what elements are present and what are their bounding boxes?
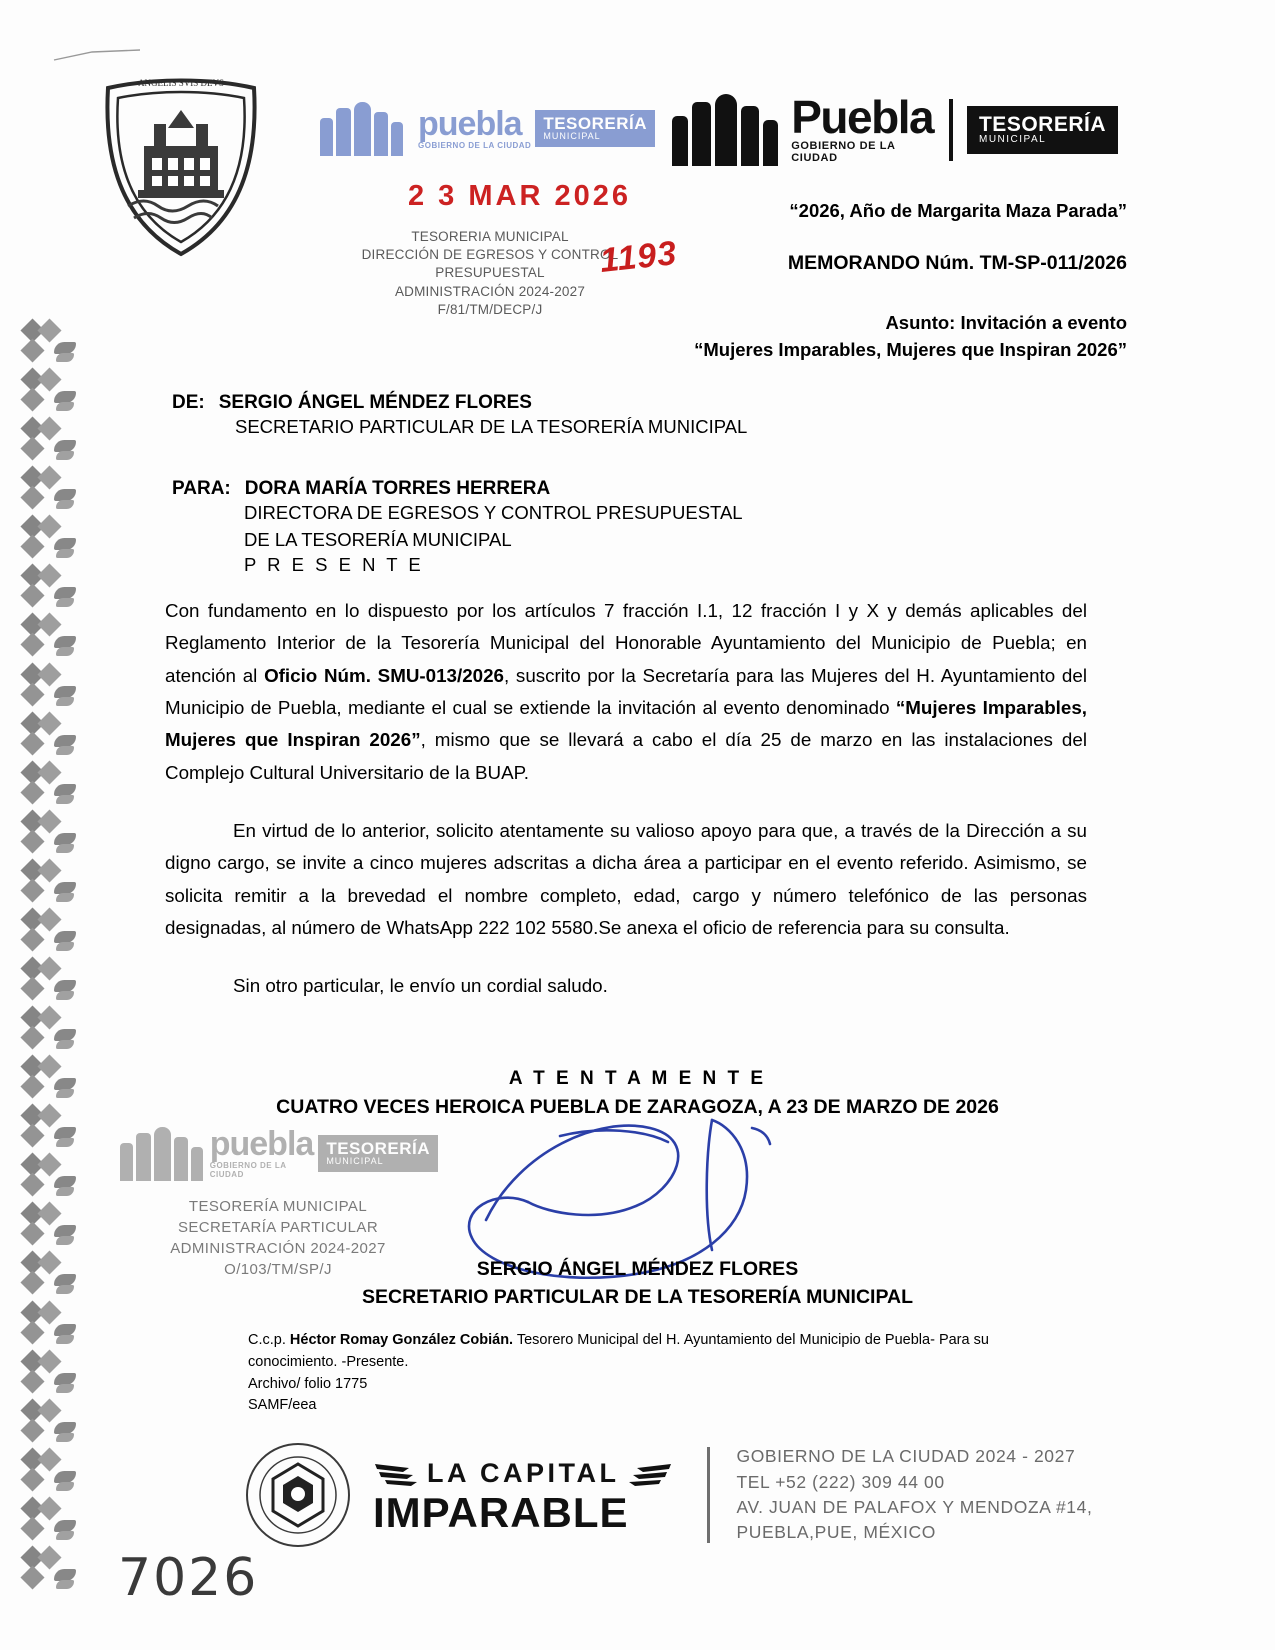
border-motif	[20, 664, 76, 707]
puebla-coat-of-arms-icon	[92, 72, 270, 262]
handwritten-folio-number: 1193	[598, 234, 679, 280]
la-capital-text: LA CAPITAL	[427, 1457, 620, 1488]
from-label: DE:	[172, 392, 205, 413]
tesoreria-chip-sub: MUNICIPAL	[543, 130, 601, 141]
reception-date-stamp: 2 3 MAR 2026	[408, 180, 631, 212]
puebla-wordmark: puebla	[418, 104, 522, 143]
footer-contact-info	[736, 1444, 1092, 1546]
imparable-text: IMPARABLE	[373, 1489, 629, 1536]
ccp-rest: Tesorero Municipal del H. Ayuntamiento del Municipio de Puebla- Para su conocimiento. -Presente.	[248, 1332, 989, 1370]
city-date-line: CUATRO VECES HEROICA PUEBLA DE ZARAGOZA, A 23 DE MARZO DE 2026	[276, 1096, 999, 1118]
ccp-initials: SAMF/eea	[248, 1397, 317, 1414]
stamp-line-5: F/81/TM/DECP/J	[437, 301, 543, 317]
body-paragraph-1	[165, 595, 1087, 789]
stamp-line-2: DIRECCIÓN DE EGRESOS Y CONTROL	[361, 247, 619, 263]
body-p1-bold-oficio: Oficio Núm. SMU-013/2026	[264, 664, 504, 686]
border-motif	[20, 1203, 76, 1246]
body-paragraph-3: Sin otro particular, le envío un cordial saludo.	[233, 975, 608, 997]
tesoreria-chip-large	[967, 106, 1118, 154]
subject-value: “Mujeres Imparables, Mujeres que Inspiran 2026”	[694, 338, 1127, 360]
stamp-line-3: PRESUPUESTAL	[435, 265, 545, 281]
border-motif	[20, 467, 76, 510]
svg-text:ANGELIS SVIS DEVS: ANGELIS SVIS DEVS	[137, 78, 225, 88]
igualdad-laboral-seal-icon	[245, 1442, 351, 1548]
header-logos	[318, 92, 1118, 172]
signature-stamp-line-1: TESORERÍA MUNICIPAL	[188, 1198, 368, 1215]
tesoreria-chip-title: TESORERÍA	[543, 113, 648, 133]
tesoreria-chip-sub-stamp: MUNICIPAL	[326, 1155, 384, 1166]
ccp-archivo: Archivo/ folio 1775	[248, 1375, 368, 1392]
border-motif	[20, 1154, 76, 1197]
border-motif	[20, 369, 76, 412]
footer-divider	[707, 1447, 710, 1543]
from-name: SERGIO ÁNGEL MÉNDEZ FLORES	[218, 392, 532, 413]
border-motif	[20, 565, 76, 608]
border-motif	[20, 1547, 76, 1590]
subject-label: Asunto: Invitación a evento	[885, 312, 1127, 333]
body-paragraph-2: En virtud de lo anterior, solicito atentamente su valioso apoyo para que, a través de la Dirección a su digno cargo, se invite a cinco mujeres adscritas a dicha área a participar en el evento referido. Asimismo, se solicita remitir a la brevedad el nombre completo, edad, cargo y número telefónico de las personas designadas, al número de WhatsApp 222 102 5580.Se anexa el oficio de referencia para su consulta.	[165, 819, 1087, 938]
border-motif	[20, 1498, 76, 1541]
signature-stamp-line-3: ADMINISTRACIÓN 2024-2027	[170, 1240, 386, 1257]
puebla-sub-wordmark-large: GOBIERNO DE LA CIUDAD	[791, 139, 896, 164]
border-motif	[20, 909, 76, 952]
puebla-glyphs-icon-stamp	[118, 1125, 205, 1181]
puebla-wordmark-large: Puebla	[791, 91, 934, 144]
footer-info-line-3: AV. JUAN DE PALAFOX Y MENDOZA #14,	[736, 1497, 1093, 1517]
footer-info-line-1: GOBIERNO DE LA CIUDAD 2024 - 2027	[736, 1446, 1076, 1467]
wing-right-icon	[619, 1456, 673, 1490]
body-p1-bold-evento: “Mujeres Imparables, Mujeres que Inspiran 2026”	[165, 696, 1087, 751]
ccp-block	[248, 1330, 1048, 1417]
to-name: DORA MARÍA TORRES HERRERA	[244, 478, 551, 499]
signer-role: SECRETARIO PARTICULAR DE LA TESORERÍA MUNICIPAL	[361, 1286, 914, 1308]
signature-stamp-line-4: O/103/TM/SP/J	[224, 1261, 332, 1278]
border-motif	[20, 418, 76, 461]
border-motif	[20, 811, 76, 854]
body-p1-b: , suscrito por la Secretaría para las Mujeres del H. Ayuntamiento del Municipio de Puebla, mediante el cual se extiende la invitación al evento denominado	[165, 664, 1087, 718]
border-motif	[20, 1449, 76, 1492]
document-footer	[245, 1430, 1175, 1560]
signer-name: SERGIO ÁNGEL MÉNDEZ FLORES	[476, 1258, 799, 1280]
border-motif	[20, 516, 76, 559]
from-role: SECRETARIO PARTICULAR DE LA TESORERÍA MUNICIPAL	[235, 416, 748, 437]
puebla-tesoreria-logo-large	[670, 92, 1118, 168]
body-p1-c: , mismo que se llevará a cabo el día 25 de marzo en las instalaciones del Complejo Cultural Universitario de la BUAP.	[165, 729, 1087, 783]
atentamente-label: A T E N T A M E N T E	[508, 1068, 767, 1089]
border-motif	[20, 713, 76, 756]
tesoreria-chip-title-stamp: TESORERÍA	[326, 1138, 430, 1158]
decorative-border	[18, 320, 78, 1590]
to-role-line-1: DIRECTORA DE EGRESOS Y CONTROL PRESUPUESTAL	[244, 502, 743, 523]
border-motif	[20, 958, 76, 1001]
tesoreria-chip-title-large: TESORERÍA	[978, 113, 1106, 136]
puebla-glyphs-icon	[318, 100, 414, 156]
border-motif	[20, 320, 76, 363]
footer-info-line-4: PUEBLA,PUE, MÉXICO	[736, 1522, 936, 1543]
puebla-glyphs-icon-large	[670, 92, 785, 168]
letter-body	[165, 595, 1087, 1029]
ccp-prefix: C.c.p.	[248, 1332, 290, 1348]
tesoreria-chip-sub-large: MUNICIPAL	[978, 134, 1047, 145]
ccp-line	[248, 1330, 1048, 1374]
puebla-wordmark-stamp: puebla	[209, 1125, 314, 1163]
corner-pencil-mark	[52, 48, 142, 66]
puebla-tesoreria-logo-small	[318, 100, 655, 156]
to-label: PARA:	[172, 478, 231, 499]
reception-office-stamp	[345, 228, 635, 319]
from-block	[172, 392, 747, 441]
stamp-line-4: ADMINISTRACIÓN 2024-2027	[394, 283, 586, 299]
border-motif	[20, 614, 76, 657]
wing-left-icon	[373, 1456, 427, 1490]
logo-divider	[949, 99, 953, 161]
tesoreria-chip-small	[535, 110, 655, 147]
border-motif	[20, 1400, 76, 1443]
to-block	[172, 478, 743, 576]
to-role-line-2: DE LA TESORERÍA MUNICIPAL	[244, 528, 512, 550]
stamp-line-1: TESORERIA MUNICIPAL	[411, 229, 569, 244]
subject-block	[694, 310, 1127, 364]
ccp-name: Héctor Romay González Cobián.	[289, 1332, 514, 1348]
la-capital-imparable-logo	[373, 1456, 673, 1534]
memo-number: MEMORANDO Núm. TM-SP-011/2026	[787, 252, 1127, 274]
border-motif	[20, 1007, 76, 1050]
signature-stamp-logo	[118, 1122, 438, 1184]
border-motif	[20, 860, 76, 903]
year-motto: “2026, Año de Margarita Maza Parada”	[789, 200, 1127, 221]
puebla-sub-wordmark-stamp: GOBIERNO DE LA CIUDAD	[209, 1161, 287, 1179]
tesoreria-chip-stamp	[318, 1135, 438, 1172]
signature-stamp-line-2: SECRETARÍA PARTICULAR	[177, 1219, 379, 1236]
to-presente: P R E S E N T E	[244, 553, 424, 575]
border-motif	[20, 1351, 76, 1394]
border-motif	[20, 762, 76, 805]
handwritten-page-number: 7026	[118, 1548, 259, 1608]
puebla-sub-wordmark: GOBIERNO DE LA CIUDAD	[418, 140, 532, 150]
body-p1-a: Con fundamento en lo dispuesto por los artículos 7 fracción I.1, 12 fracción I y X y demás aplicables del Reglamento Interior de la Tesorería Municipal del Honorable Ayuntamiento del Municipio de Puebla; en atención al	[165, 600, 1087, 686]
footer-info-line-2: TEL +52 (222) 309 44 00	[736, 1471, 945, 1492]
